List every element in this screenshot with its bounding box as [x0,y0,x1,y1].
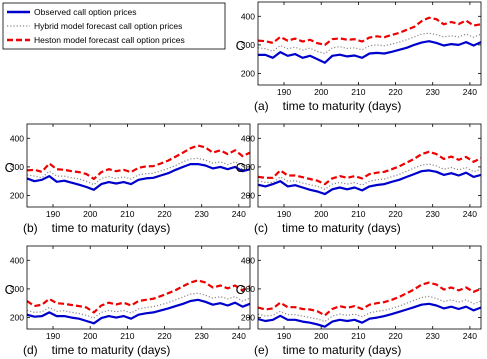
x-axis-title-4: time to maturity (days) [51,343,171,357]
panel-label-5: (e) [254,343,269,357]
panels [5,2,481,357]
series-heston-line-1 [258,18,481,45]
x-axis-title-1: time to maturity (days) [282,99,402,113]
x-tick-label-4-210: 210 [120,331,135,341]
y-tick-label-1-300: 300 [240,39,255,50]
x-axis-label-3 [254,221,401,235]
y-tick-label-3-200: 200 [240,190,255,201]
x-tick-label-1-210: 210 [351,87,366,97]
legend-entry-heston [7,35,185,45]
x-axis-title-2: time to maturity (days) [51,221,171,235]
x-tick-label-2-210: 210 [120,209,135,219]
x-tick-label-3-230: 230 [425,209,440,219]
panel-1 [236,2,481,113]
series-heston-line-5 [258,283,481,316]
x-tick-label-4-220: 220 [157,331,172,341]
x-tick-label-4-230: 230 [194,331,209,341]
x-axis-label-4 [23,343,170,357]
panel-label-2: (b) [23,221,38,235]
x-tick-label-3-240: 240 [462,209,477,219]
series-heston-line-4 [27,280,250,312]
y-tick-label-2-200: 200 [9,190,24,201]
series-observed-line-2 [27,164,250,190]
x-tick-label-3-210: 210 [351,209,366,219]
x-tick-label-2-190: 190 [45,209,61,219]
y-axis-label-1: C [235,37,245,53]
x-tick-label-2-230: 230 [194,209,209,219]
y-tick-label-4-300: 300 [9,283,24,294]
series-observed-line-1 [258,41,481,63]
x-tick-label-1-240: 240 [462,87,477,97]
legend [3,3,225,49]
series-heston-line-3 [258,152,481,184]
x-tick-label-3-190: 190 [276,209,292,219]
x-tick-label-5-210: 210 [351,331,366,341]
x-axis-label-1 [254,99,401,113]
x-tick-label-4-190: 190 [45,331,61,341]
x-tick-label-4-240: 240 [231,331,246,341]
x-tick-label-5-240: 240 [462,331,477,341]
y-tick-label-1-400: 400 [240,11,255,22]
panel-5 [236,246,481,357]
x-tick-label-3-200: 200 [314,209,329,219]
axes-box-1 [258,2,481,85]
x-tick-label-5-220: 220 [388,331,403,341]
series-heston-line-2 [27,146,250,180]
x-tick-label-5-230: 230 [425,331,440,341]
y-tick-label-3-400: 400 [240,133,255,144]
x-tick-label-1-220: 220 [388,87,403,97]
x-tick-label-5-200: 200 [314,331,329,341]
panel-4 [5,246,250,357]
y-tick-label-4-400: 400 [9,255,24,266]
y-tick-label-4-200: 200 [9,312,24,323]
x-tick-label-1-190: 190 [276,87,292,97]
y-axis-label-5: C [235,281,245,297]
x-tick-label-1-200: 200 [314,87,329,97]
y-tick-label-5-200: 200 [240,312,255,323]
x-tick-label-3-220: 220 [388,209,403,219]
panel-label-4: (d) [23,343,38,357]
axes-box-5 [258,246,481,329]
y-axis-label-3: C [235,159,245,175]
y-tick-label-2-300: 300 [9,161,24,172]
legend-entry-hybrid [7,21,182,31]
x-axis-label-2 [23,221,170,235]
x-tick-label-2-240: 240 [231,209,246,219]
panel-3 [236,124,481,235]
x-tick-label-2-200: 200 [83,209,98,219]
y-tick-label-5-400: 400 [240,255,255,266]
panel-label-1: (a) [254,99,269,113]
x-axis-label-5 [254,343,401,357]
panel-2 [5,124,250,235]
y-tick-label-2-400: 400 [9,133,24,144]
legend-label-observed: Observed call option prices [34,7,137,17]
x-tick-label-4-200: 200 [83,331,98,341]
series-hybrid-line-1 [258,33,481,53]
panel-label-3: (c) [254,221,268,235]
legend-label-hybrid: Hybrid model forecast call option prices [34,21,183,31]
x-tick-label-2-220: 220 [157,209,172,219]
x-axis-title-3: time to maturity (days) [282,221,401,235]
legend-label-heston: Heston model forecast call option prices [34,35,185,45]
y-tick-label-5-300: 300 [240,283,255,294]
y-tick-label-1-200: 200 [240,68,255,79]
y-axis-label-4: C [4,281,14,297]
axes-box-2 [27,124,250,207]
x-tick-label-5-190: 190 [276,331,292,341]
y-axis-label-2: C [4,159,14,175]
y-tick-label-3-300: 300 [240,161,255,172]
x-tick-label-1-230: 230 [425,87,440,97]
x-axis-title-5: time to maturity (days) [282,343,402,357]
axes-box-3 [258,124,481,207]
